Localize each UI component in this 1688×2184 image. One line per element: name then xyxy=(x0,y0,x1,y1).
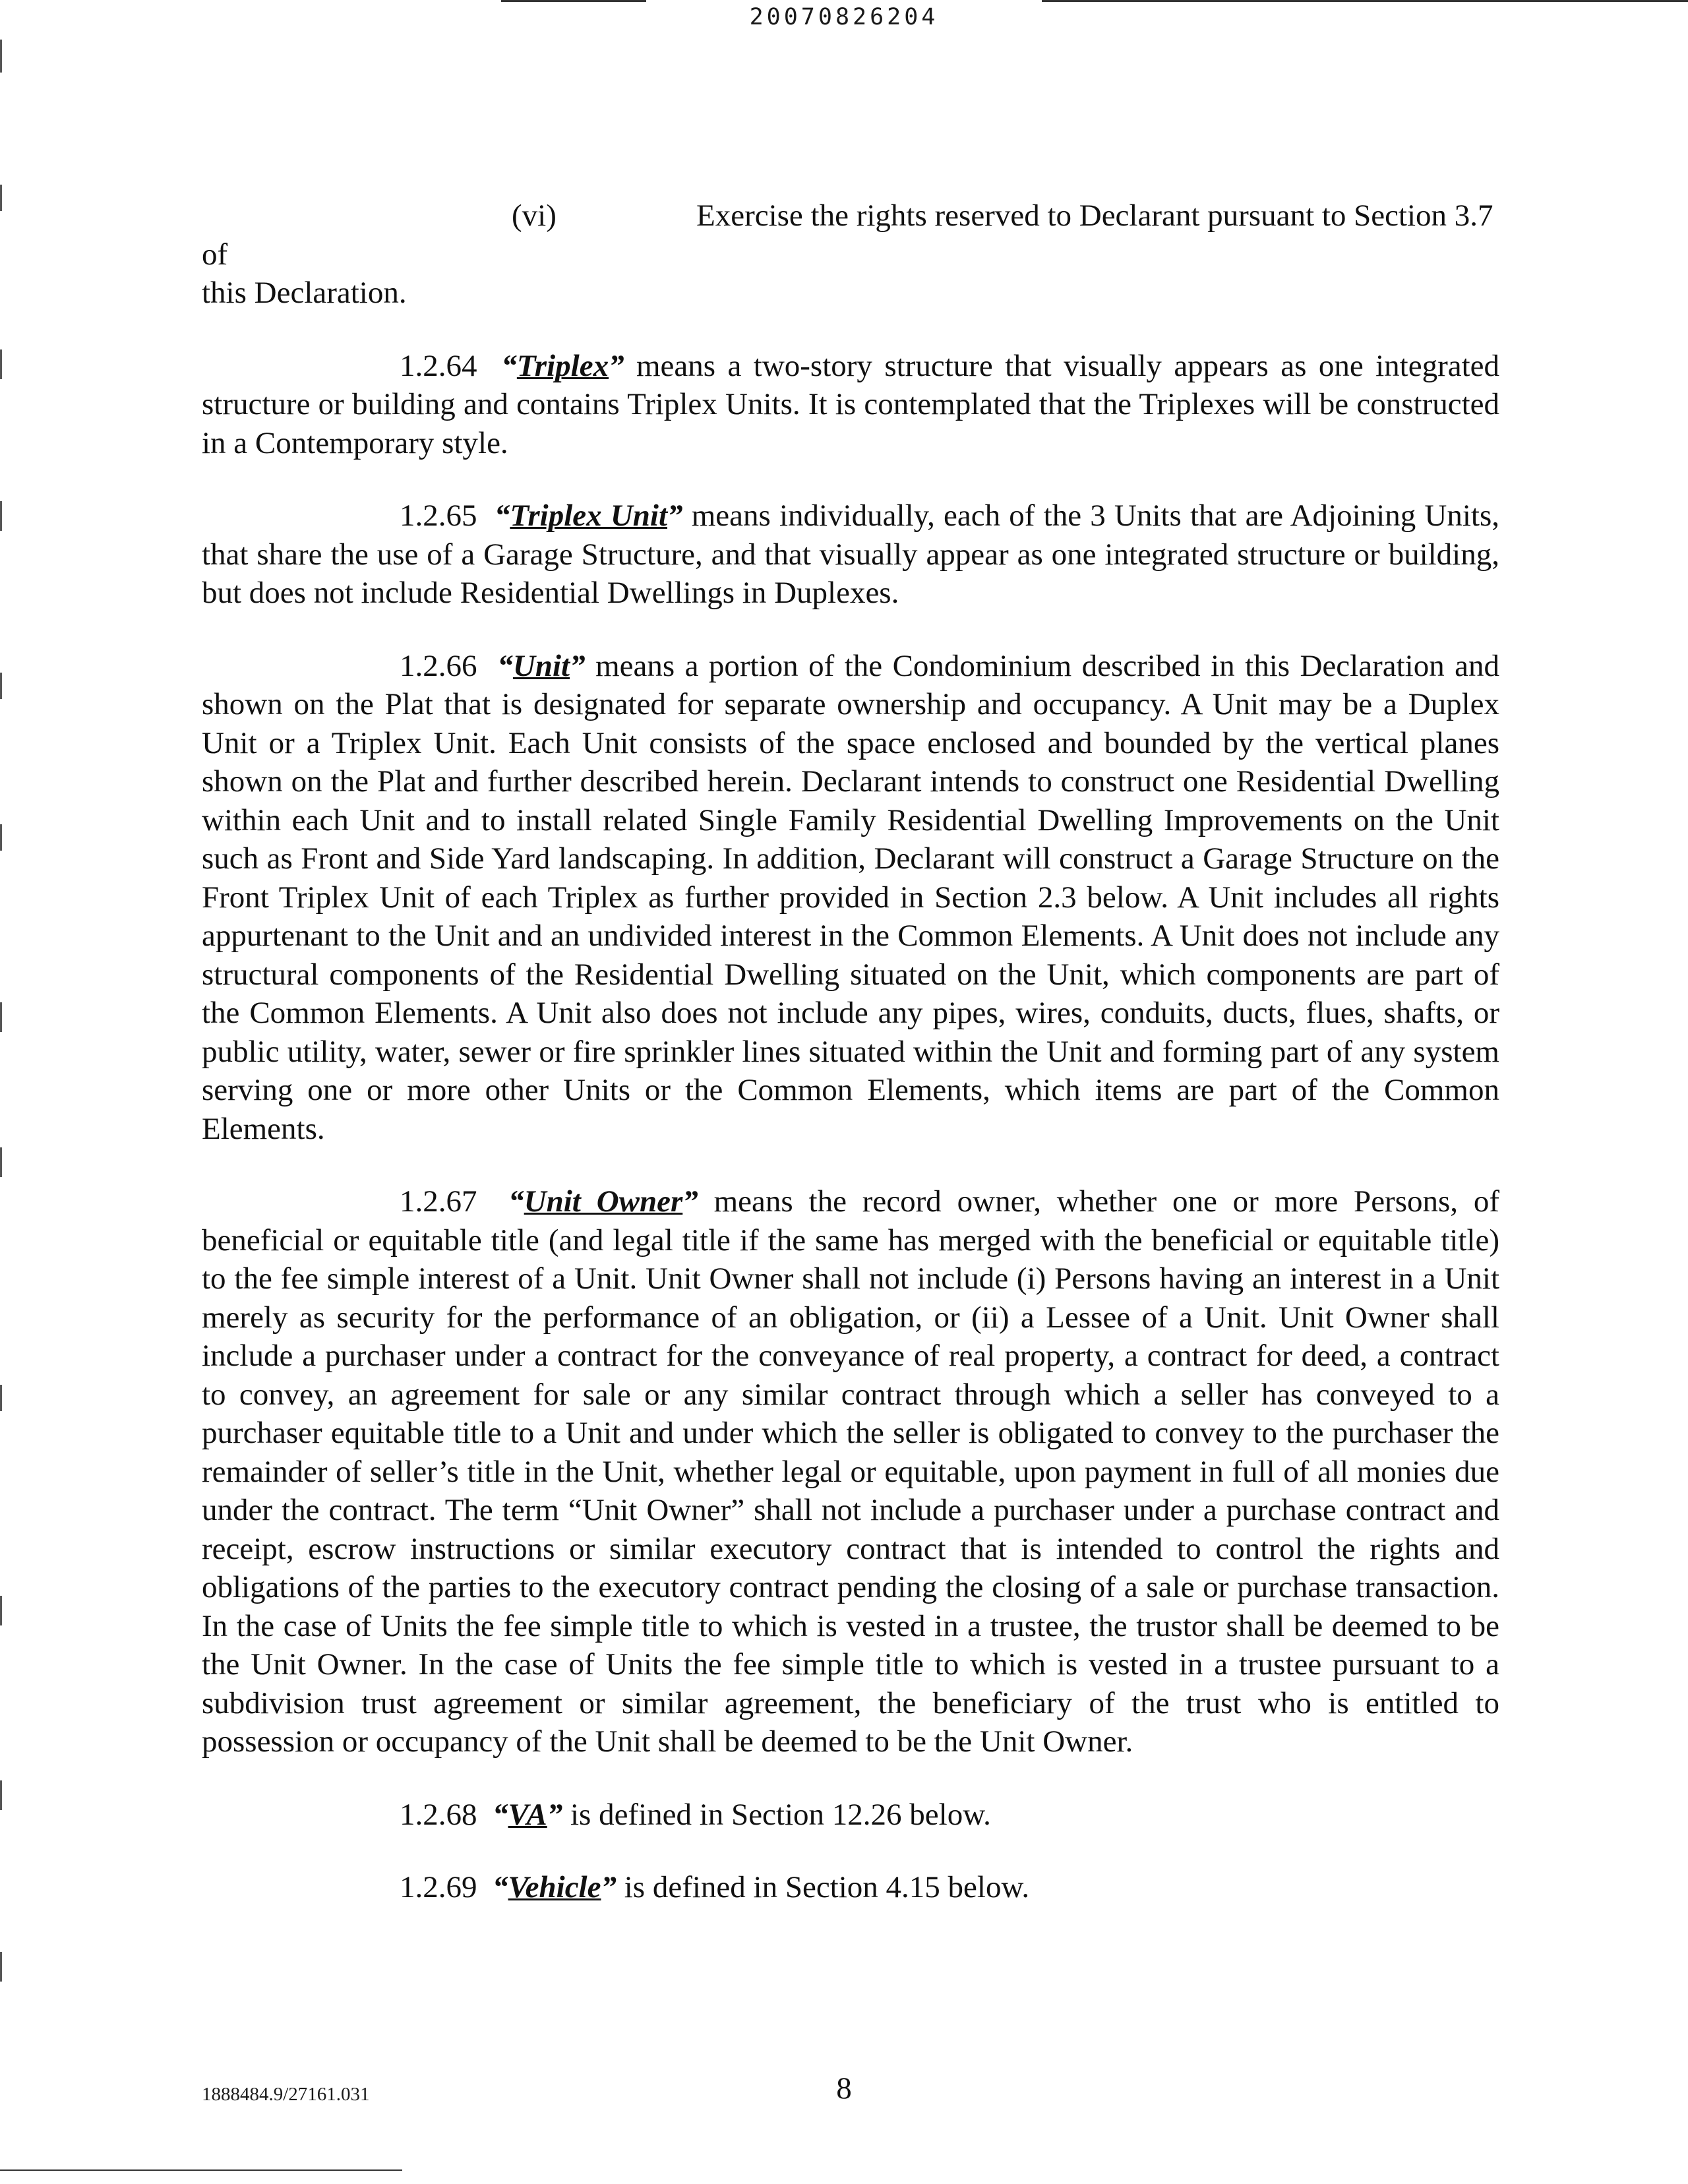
definition-paragraph xyxy=(202,1182,1499,1761)
margin-mark xyxy=(0,349,2,379)
definition-body: means individually, each of the 3 Units that are Adjoining Units, that share the use of a Garage Structure, and that visually appear as one integrated structure or building, but does not include Residential Dwellings in Duplexes. xyxy=(202,499,1500,610)
margin-mark xyxy=(0,673,2,699)
definition-number: 1.2.69 xyxy=(400,1870,477,1904)
definition-number: 1.2.67 xyxy=(400,1184,477,1219)
footer-rule xyxy=(0,2169,402,2171)
definition-paragraph xyxy=(202,497,1499,613)
margin-mark xyxy=(0,185,2,211)
definition-paragraph xyxy=(202,1796,1499,1835)
definition-paragraph xyxy=(202,1868,1499,1907)
margin-mark xyxy=(0,824,2,851)
margin-mark xyxy=(0,1385,2,1411)
margin-mark xyxy=(0,1596,2,1625)
sub-item-text: Exercise the rights reserved to Declarant pursuant to Section 3.7 of xyxy=(202,198,1493,272)
definition-number: 1.2.65 xyxy=(400,499,477,533)
definition-term: “Unit” xyxy=(497,648,586,683)
definition-term: “VA” xyxy=(493,1797,563,1832)
footer-document-id: 1888484.9/27161.031 xyxy=(202,2084,370,2105)
page-number: 8 xyxy=(836,2071,852,2106)
sub-item-label: (vi) xyxy=(512,198,557,233)
definition-number: 1.2.68 xyxy=(400,1797,477,1832)
header-rule-left xyxy=(501,0,646,2)
margin-mark xyxy=(0,40,2,73)
margin-mark xyxy=(0,1002,2,1032)
sub-item-continuation: this Declaration. xyxy=(202,276,407,310)
definition-term: “Vehicle” xyxy=(493,1870,617,1904)
sub-item-vi xyxy=(202,197,1499,313)
definition-term: “Triplex” xyxy=(501,348,624,383)
definition-term: “Triplex Unit” xyxy=(494,499,683,533)
margin-mark xyxy=(0,501,2,531)
definition-number: 1.2.64 xyxy=(400,348,477,383)
definition-term: “Unit Owner” xyxy=(508,1184,698,1219)
definition-body: means a portion of the Condominium described in this Declaration and shown on the Plat that is designated for separate ownership and occupancy. A Unit may be a Duplex Unit or a Triplex Unit. Each Unit consists of the space enclosed and bounded by the vertical planes shown on the Plat and further described herein. Declarant intends to construct one Residential Dwelling within each Unit and to install related Single Family Residential Dwelling Improvements on the Unit such as Front and Side Yard landscaping. In addition, Declarant will construct a Garage Structure on the Front Triplex Unit of each Triplex as further provided in Section 2.3 below. A Unit includes all rights appurtenant to the Unit and an undivided interest in the Common Elements. A Unit does not include any structural components of the Residential Dwelling situated on the Unit, which components are part of the Common Elements. A Unit also does not include any pipes, wires, conduits, ducts, flues, shafts, or public utility, water, sewer or fire sprinkler lines situated within the Unit and forming part of any system serving one or more other Units or the Common Elements, which items are part of the Common Elements. xyxy=(202,648,1500,1146)
document-number: 20070826204 xyxy=(749,4,939,30)
definition-paragraph xyxy=(202,647,1499,1149)
definition-paragraph xyxy=(202,347,1499,463)
document-body xyxy=(202,197,1499,1941)
definition-body: is defined in Section 4.15 below. xyxy=(624,1870,1030,1904)
definition-number: 1.2.66 xyxy=(400,648,477,683)
margin-mark xyxy=(0,1780,2,1810)
definition-body: is defined in Section 12.26 below. xyxy=(570,1797,991,1832)
definition-body: means a two-story structure that visually appears as one integrated structure or building and contains Triplex Units. It is contemplated that the Triplexes will be constructed in a Contemporary style. xyxy=(202,348,1500,460)
definition-body: means the record owner, whether one or more Persons, of beneficial or equitable title (and legal title if the same has merged with the beneficial or equitable title) to the fee simple interest of a Unit. Unit Owner shall not include (i) Persons having an interest in a Unit merely as security for the performance of an obligation, or (ii) a Lessee of a Unit. Unit Owner shall include a purchaser under a contract for the conveyance of real property, a contract for deed, a contract to convey, an agreement for sale or any similar contract through which a seller has conveyed to a purchaser equitable title to a Unit and under which the seller is obligated to convey to the purchaser the remainder of seller’s title in the Unit, whether legal or equitable, upon payment in full of all monies due under the contract. The term “Unit Owner” shall not include a purchaser under a purchase contract and receipt, escrow instructions or similar executory contract that is intended to control the rights and obligations of the parties to the executory contract pending the closing of a sale or purchase transaction. In the case of Units the fee simple title to which is vested in a trustee, the trustor shall be deemed to be the Unit Owner. In the case of Units the fee simple title to which is vested in a trustee pursuant to a subdivision trust agreement or similar agreement, the beneficiary of the trust who is entitled to possession or occupancy of the Unit shall be deemed to be the Unit Owner. xyxy=(202,1184,1500,1759)
margin-mark xyxy=(0,1952,2,1982)
header-rule-right xyxy=(1042,0,1688,2)
margin-mark xyxy=(0,1147,2,1177)
